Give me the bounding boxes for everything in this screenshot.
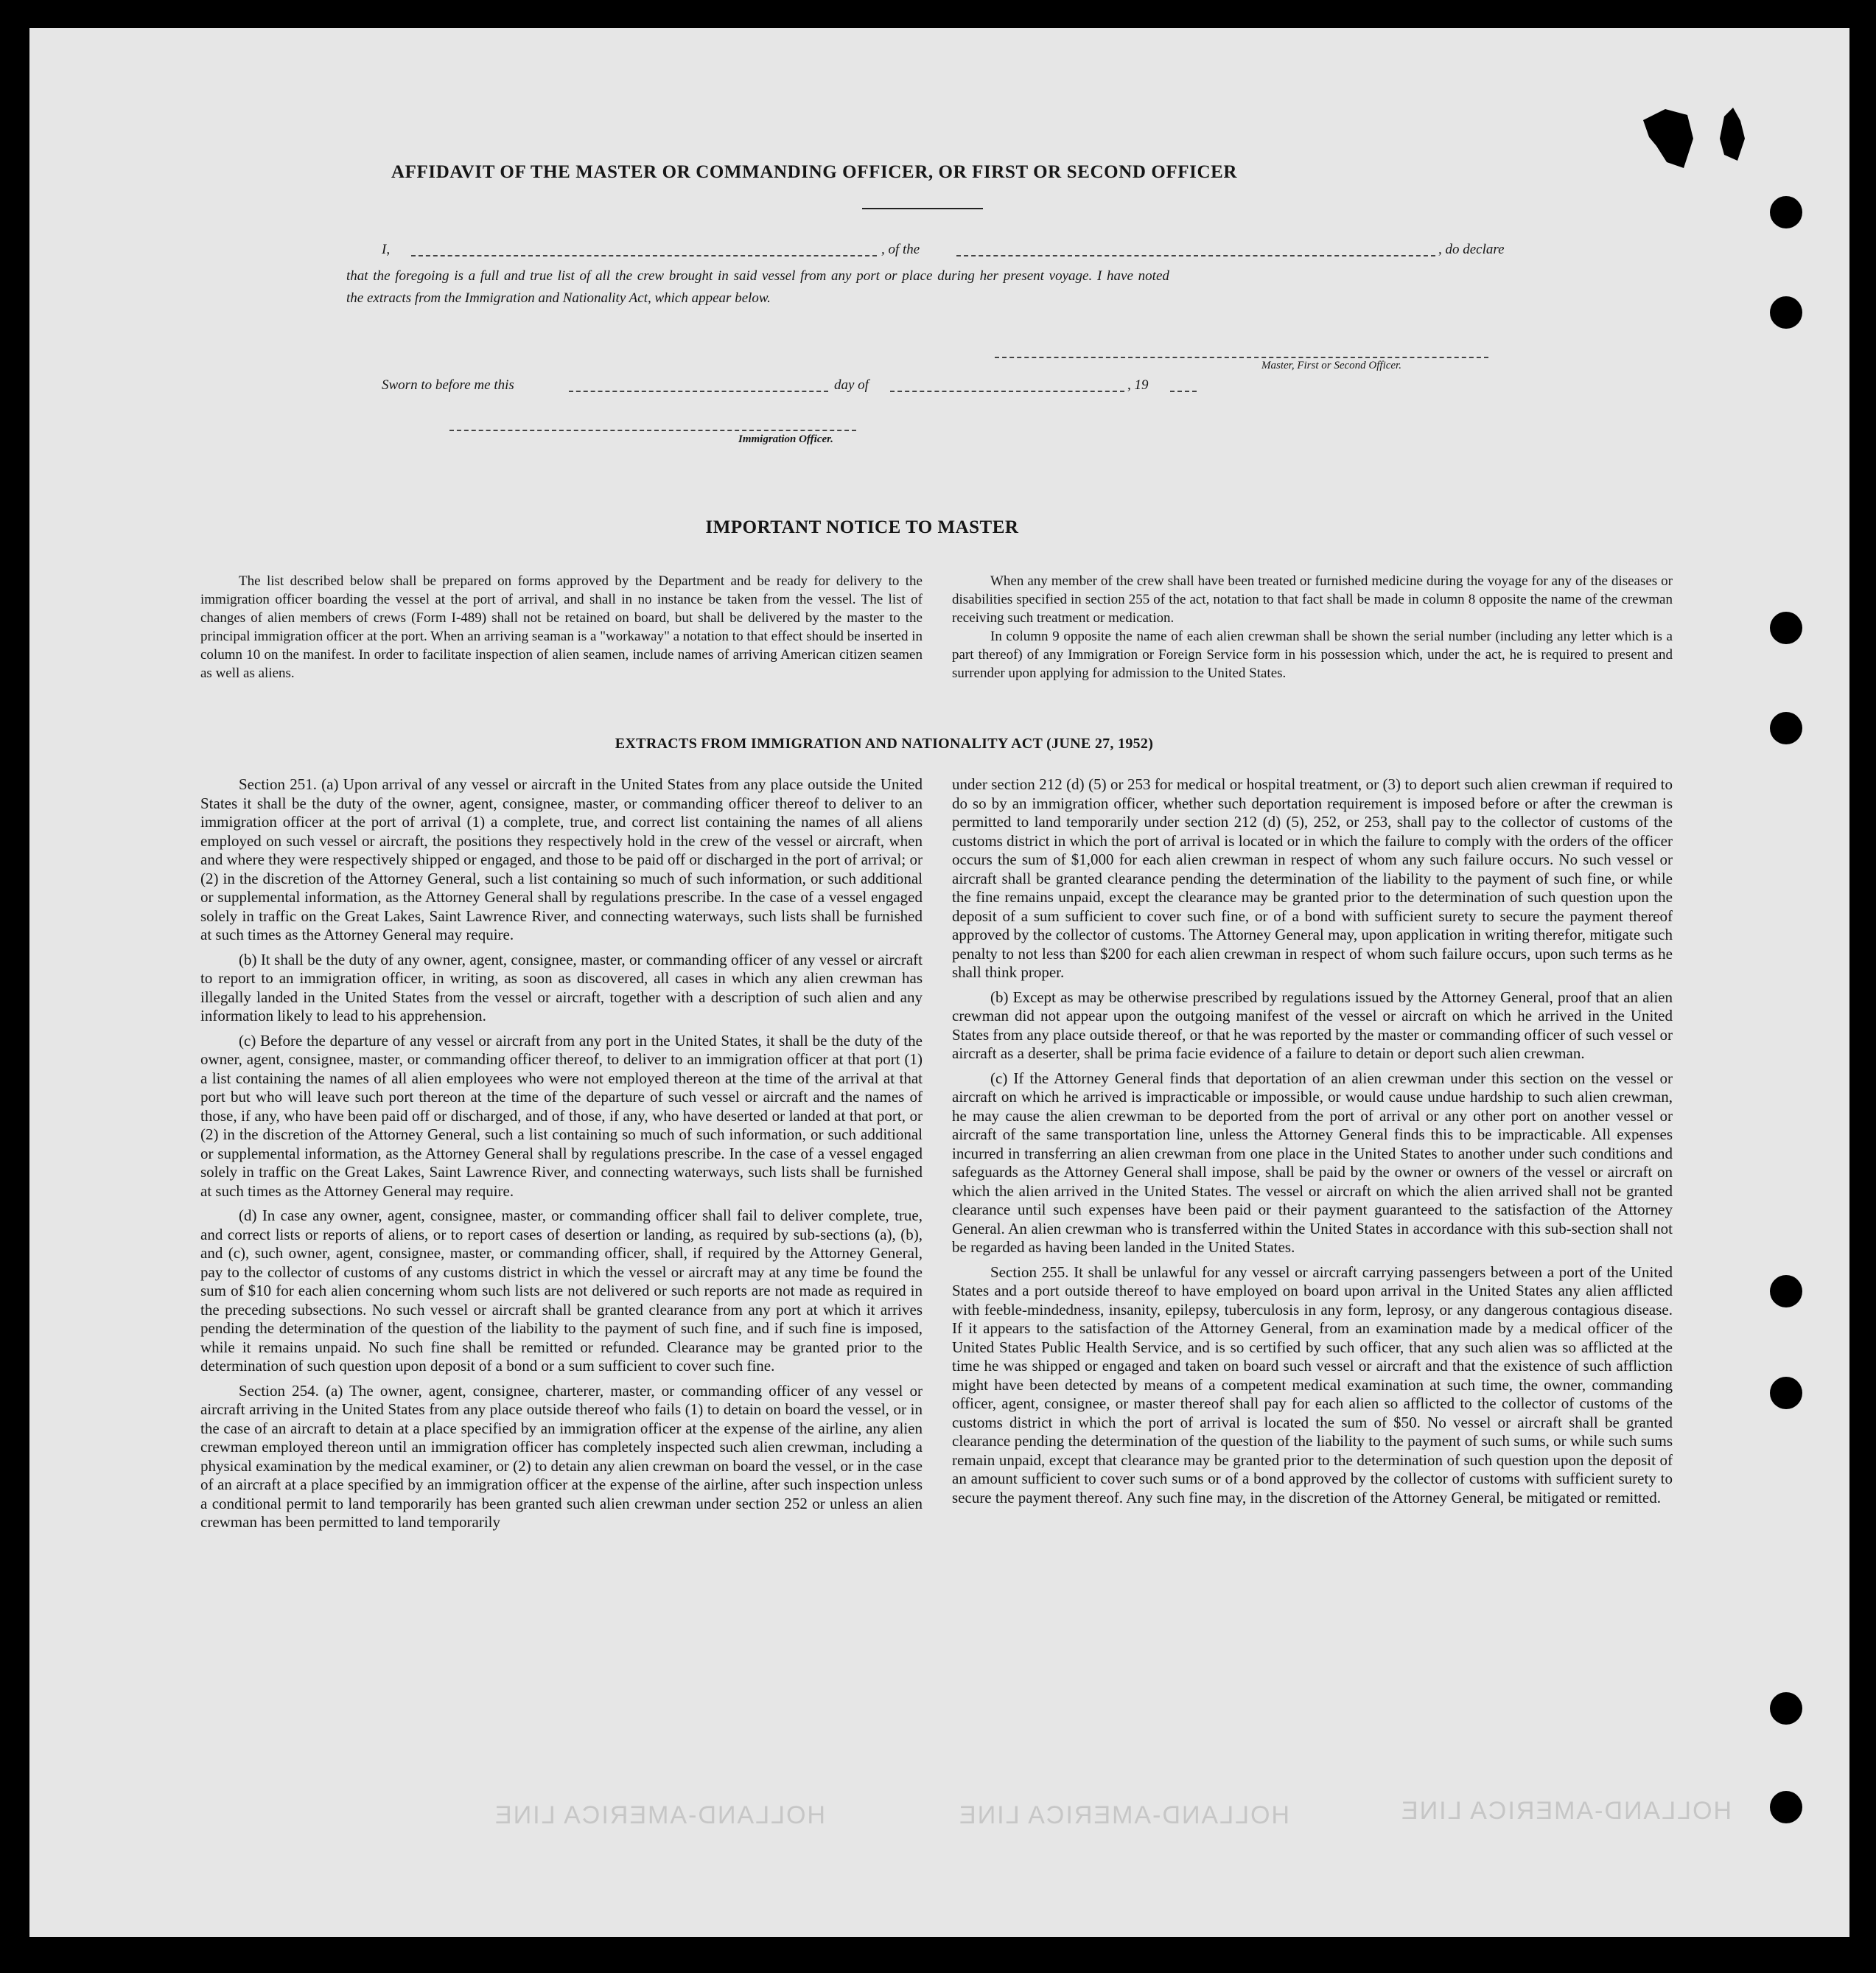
section-254-c: (c) If the Attorney General finds that deportation of an alien crewman under this section on the vessel or aircraft on which he arrived is impracticable or impossible, or would cause undue hardship to such alien crewman, he may cause the alien crewman to be deported from the port of arrival or any other port on another vessel or aircraft of the same transportation line, unless the Attorney General finds this to be impracticable. All expenses incurred in transferring an alien crewman from one place in the United States to another under such conditions and safeguards as the Attorney General shall impose, shall be paid by the owner or owners of the vessel or aircraft on which the alien arrived in the United States. The vessel or aircraft on which the alien arrived shall not be granted clearance until such expenses have been paid or their payment guaranteed to the satisfaction of the Attorney General. An alien crewman who is transferred within the United States in accordance with this sub-section shall not be regarded as having been landed in the United States.: [952, 1069, 1673, 1256]
extracts-right-column: [952, 775, 1673, 1513]
affidavit-line-2: the extracts from the Immigration and Nationality Act, which appear below.: [346, 290, 771, 306]
punch-hole: [1770, 1377, 1802, 1409]
vessel-blank-line: [956, 255, 1435, 256]
section-251-b: (b) It shall be the duty of any owner, agent, consignee, master, or commanding officer of any vessel or aircraft to report to an immigration officer, in writing, as soon as discovered, all cases in which any alien crewman has illegally landed in the United States from the vessel or aircraft, together with a description of such alien and any information likely to lead to his apprehension.: [200, 950, 923, 1024]
affidavit-i-label: I,: [382, 242, 391, 257]
torn-hole-marks: [1614, 80, 1761, 190]
document-page: [29, 28, 1849, 1937]
punch-hole: [1770, 296, 1802, 329]
name-blank-line: [411, 255, 877, 256]
notice-right-column: [952, 572, 1673, 682]
day-of-label: day of: [834, 377, 869, 393]
punch-hole: [1770, 1791, 1802, 1823]
affidavit-title: AFFIDAVIT OF THE MASTER OR COMMANDING OFFICER, OR FIRST OR SECOND OFFICER: [391, 162, 1238, 182]
sworn-label: Sworn to before me this: [382, 377, 514, 393]
officer-signature-label: Immigration Officer.: [738, 433, 833, 445]
section-251-a: Section 251. (a) Upon arrival of any vessel or aircraft in the United States from any place outside the United States it shall be the duty of the owner, agent, consignee, master, or commanding officer thereof to deliver to an immigration officer at the port of arrival (1) a complete, true, and correct list containing the names of all aliens employed on such vessel or aircraft, the positions they respectively hold in the crew of the vessel or aircraft, when and where they were respectively shipped or engaged, and those to be paid off or discharged in the port of arrival; or (2) in the discretion of the Attorney General, such a list containing so much of such information, or such additional or supplemental information, as the Attorney General shall by regulations prescribe. In the case of a vessel engaged solely in traffic on the Great Lakes, Saint Lawrence River, and connecting waterways, such lists shall be furnished at such times as the Attorney General may require.: [200, 775, 923, 943]
year-blank-line: [1170, 391, 1197, 392]
section-255: Section 255. It shall be unlawful for any vessel or aircraft carrying passengers between a port of the United States and a port outside thereof to have employed on board upon arrival in the United States any alien afflicted with feeble-mindedness, insanity, epilepsy, tuberculosis in any form, leprosy, or any dangerous contagious disease. If it appears to the satisfaction of the Attorney General, from an examination made by a medical officer of the United States Public Health Service, and is so certified by such officer, that any such alien was so afflicted at the time he was shipped or engaged and taken on board such vessel or aircraft and that the existence of such affliction might have been detected by means of a competent medical examination at such time, the owner, commanding officer, agent, consignee, or master thereof shall pay for each alien so afflicted to the collector of customs of the customs district in which the port of arrival is located the sum of $50. No vessel or aircraft shall be granted clearance pending the determination of the question of the liability to the payment of such sums, or while such sums remain unpaid, except that clearance may be granted prior to the determination of such question upon the deposit of an amount sufficient to cover such sums or of a bond approved by the collector of customs with sufficient surety to secure the payment thereof. Any such fine may, in the discretion of the Attorney General, be mitigated or remitted.: [952, 1263, 1673, 1506]
punch-hole: [1770, 1692, 1802, 1725]
sworn-day-blank-line: [569, 391, 828, 392]
punch-hole: [1770, 612, 1802, 644]
notice-left-column: [200, 572, 923, 682]
affidavit-line-1: that the foregoing is a full and true list of all the crew brought in said vessel from any port or place during her present voyage. I have noted: [346, 268, 1169, 284]
section-254-a-continued: under section 212 (d) (5) or 253 for medical or hospital treatment, or (3) to deport such alien crewman if required to do so by an immigration officer, whether such deportation requirement is imposed before or after the crewman is permitted to land temporarily under section 212 (d) (5), 252, or 253, shall pay to the collector of customs of the customs district in which the port of arrival is located or in which the failure to comply with the orders of the officer occurs the sum of $1,000 for each alien crewman in respect of whom any such failure occurs. No such vessel or aircraft shall be granted clearance pending the determination of the liability to the payment of such fine, or while the fine remains unpaid, except the clearance may be granted prior to the determination of such question upon the deposit of a sum sufficient to cover such fine, or of a bond with sufficient surety to secure the payment thereof approved by the collector of customs. The Attorney General may, upon application in writing therefor, mitigate such penalty to not less than $200 for each alien crewman in respect of whom such failure occurs, upon such terms as he shall think proper.: [952, 775, 1673, 981]
extracts-title: EXTRACTS FROM IMMIGRATION AND NATIONALITY ACT (JUNE 27, 1952): [615, 736, 1154, 752]
year-label: , 19: [1127, 377, 1149, 393]
notice-title: IMPORTANT NOTICE TO MASTER: [705, 517, 1019, 537]
punch-hole: [1770, 1275, 1802, 1307]
master-signature-label: Master, First or Second Officer.: [1261, 360, 1401, 371]
officer-signature-line: [449, 430, 856, 431]
punch-hole: [1770, 196, 1802, 228]
extracts-left-column: [200, 775, 923, 1538]
section-251-d: (d) In case any owner, agent, consignee, master, or commanding officer shall fail to deliver complete, true, and correct lists or reports of aliens, or to report cases of desertion or landing, as required by sub-sections (a), (b), and (c), such owner, agent, consignee, master, or commanding officer, shall, if required by the Attorney General, pay to the collector of customs of any customs district in which the vessel or aircraft may at any time be found the sum of $10 for each alien concerning whom such lists are not delivered or such reports are not made as required in the preceding subsections. No such vessel or aircraft shall be granted clearance from any port at which it arrives pending the determination of the question of the liability to the payment of such fine, and if such fine is imposed, while it remains unpaid. No such fine shall be remitted or refunded. Clearance may be granted prior to the determination of such question upon deposit of a bond or a sum sufficient to cover such fine.: [200, 1207, 923, 1375]
section-254-a: Section 254. (a) The owner, agent, consignee, charterer, master, or commanding officer of any vessel or aircraft arriving in the United States from any place outside thereof who fails (1) to detain on board the vessel, or in the case of an aircraft to detain at a place specified by an immigration officer at the expense of the airline, any alien crewman employed thereon until an immigration officer has completely inspected such alien crewman, including a physical examination by the medical examiner, or (2) to detain any alien crewman on board the vessel, or in the case of an aircraft at a place specified by an immigration officer at the expense of the airline, after such inspection unless a conditional permit to land temporarily has been granted such alien crewman under section 252 or unless an alien crewman has been permitted to land temporarily: [200, 1381, 923, 1531]
section-251-c: (c) Before the departure of any vessel or aircraft from any port in the United States, it shall be the duty of the owner, agent, consignee, master, or commanding officer thereof, to deliver to an immigration officer at that port (1) a list containing the names of all alien employees who were not employed thereon at the time of the arrival at that port but who will leave such port thereon at the time of the departure of such vessel or aircraft and the names of those, if any, who have been paid off or discharged, and of those, if any, who have deserted or landed at that port, or (2) in the discretion of the Attorney General, such a list containing so much of such information, or such additional or supplemental information, as the Attorney General shall by regulations prescribe. In the case of a vessel engaged solely in traffic on the Great Lakes, Saint Lawrence River, and connecting waterways, such lists shall be furnished at such times as the Attorney General may require.: [200, 1031, 923, 1200]
affidavit-of-the: , of the: [881, 242, 920, 257]
bleed-through-stamp: HOLLAND-AMERICA LINE: [958, 1801, 1289, 1829]
master-signature-line: [995, 357, 1488, 358]
notice-right-paragraph-2: In column 9 opposite the name of each alien crewman shall be shown the serial number (including any letter which is a part thereof) of any Immigration or Foreign Service form in his possession which, under the act, he is required to present and surrender upon applying for admission to the United States.: [952, 629, 1673, 681]
punch-hole: [1770, 712, 1802, 744]
notice-left-paragraph: The list described below shall be prepared on forms approved by the Department and be ready for delivery to the immigration officer boarding the vessel at the port of arrival, and shall in no instance be taken from the vessel. The list of changes of alien members of crews (Form I-489) shall not be retained on board, but shall be delivered by the master to the principal immigration officer at the port. When an arriving seaman is a "workaway" a notation to that effect should be inserted in column 10 on the manifest. In order to facilitate inspection of alien seamen, include names of arriving American citizen seamen as well as aliens.: [200, 573, 923, 681]
sworn-month-blank-line: [890, 391, 1124, 392]
bleed-through-stamp: HOLLAND-AMERICA LINE: [494, 1801, 825, 1829]
notice-right-paragraph-1: When any member of the crew shall have been treated or furnished medicine during the voyage for any of the diseases or disabilities specified in section 255 of the act, notation to that fact shall be made in column 8 opposite the name of the crewman receiving such treatment or medication.: [952, 573, 1673, 626]
bleed-through-stamp: HOLLAND-AMERICA LINE: [1400, 1797, 1732, 1825]
title-rule: [862, 208, 983, 209]
affidavit-do-declare: , do declare: [1438, 242, 1505, 257]
section-254-b: (b) Except as may be otherwise prescribed by regulations issued by the Attorney General, proof that an alien crewman did not appear upon the outgoing manifest of the vessel or aircraft on which he arrived in the United States from any place outside thereof, or that he was reported by the master or commanding officer of such vessel or aircraft as a deserter, shall be prima facie evidence of a failure to detain or deport such alien crewman.: [952, 988, 1673, 1062]
